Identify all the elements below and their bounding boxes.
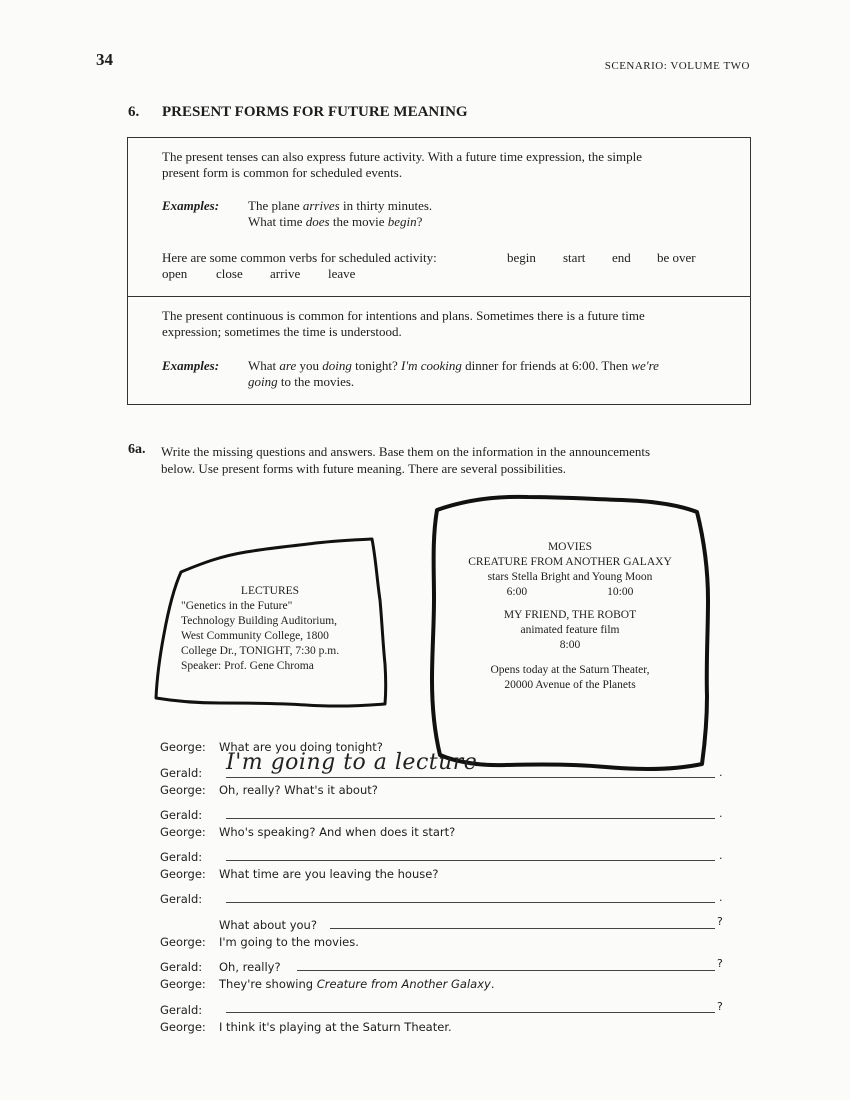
running-head: SCENARIO: VOLUME TWO: [604, 60, 750, 72]
verb-item: begin: [507, 250, 536, 265]
lecture-line: "Genetics in the Future": [181, 600, 293, 612]
showtime: 10:00: [607, 586, 634, 598]
verb-item: end: [612, 250, 631, 265]
line-end-period: .: [719, 807, 723, 820]
example-text: tonight?: [351, 358, 401, 373]
example-text: The plane: [248, 198, 303, 213]
movie-stars: stars Stella Bright and Young Moon: [487, 571, 653, 583]
speaker-george: George:: [160, 977, 206, 991]
question-blank[interactable]: [330, 928, 715, 929]
exercise-number: 6a.: [128, 442, 146, 457]
example-text: What: [248, 358, 280, 373]
showtime: 8:00: [559, 639, 581, 651]
speaker-george: George:: [160, 740, 206, 754]
dialogue-line: Oh, really?: [219, 960, 281, 974]
page-number: 34: [96, 50, 113, 69]
lecture-heading: LECTURES: [240, 585, 300, 597]
dialogue-line: Who's speaking? And when does it start?: [219, 825, 456, 839]
speaker-george: George:: [160, 867, 206, 881]
example-verb: we're: [631, 358, 659, 373]
speaker-gerald: Gerald:: [160, 766, 203, 780]
speaker-gerald: Gerald:: [160, 850, 203, 864]
verb-item: close: [216, 266, 243, 281]
answer-blank[interactable]: [226, 818, 715, 819]
example-verb: doing: [322, 358, 352, 373]
theater-line: 20000 Avenue of the Planets: [504, 679, 636, 691]
speaker-george: George:: [160, 1020, 206, 1034]
intro-line: The present tenses can also express future activity. With a future time expression, the simple: [162, 149, 642, 164]
section-number: 6.: [128, 104, 140, 120]
section-title-text: PRESENT FORMS FOR FUTURE MEANING: [162, 104, 468, 120]
dialogue-line: I'm going to the movies.: [219, 935, 359, 949]
dialogue-line: [219, 977, 494, 991]
speaker-gerald: Gerald:: [160, 960, 203, 974]
dialogue-text: They're showing: [219, 977, 317, 991]
movie-title: MY FRIEND, THE ROBOT: [503, 609, 637, 621]
dialogue-line: What about you?: [219, 918, 317, 932]
instruction-line: Write the missing questions and answers. Base them on the information in the announcements: [161, 444, 651, 459]
intro-line: present form is common for scheduled events.: [162, 165, 403, 180]
example-text: dinner for friends at 6:00. Then: [461, 358, 632, 373]
dialogue-line: Oh, really? What's it about?: [219, 783, 378, 797]
line-end-period: .: [719, 849, 723, 862]
dialogue-line: What time are you leaving the house?: [219, 867, 439, 881]
example-text: you: [296, 358, 323, 373]
question-blank[interactable]: [297, 970, 715, 971]
line-end-period: .: [719, 766, 723, 779]
verbs-intro: Here are some common verbs for scheduled activity:: [162, 250, 437, 265]
verb-item: open: [162, 266, 188, 281]
speaker-george: George:: [160, 783, 206, 797]
movie-announcement: [445, 540, 695, 693]
lecture-line: Speaker: Prof. Gene Chroma: [181, 660, 314, 672]
movie-description: animated feature film: [520, 624, 620, 636]
example-verb: are: [279, 358, 297, 373]
question-blank[interactable]: [226, 1012, 715, 1013]
example-verb: I'm cooking: [401, 358, 462, 373]
theater-line: Opens today at the Saturn Theater,: [490, 664, 650, 676]
lecture-announcement: [175, 584, 365, 674]
example-text: the movie: [329, 214, 388, 229]
example-verb: does: [305, 214, 330, 229]
dialogue-line: What are you doing tonight?: [219, 740, 383, 754]
example-text: in thirty minutes.: [339, 198, 433, 213]
verb-item: arrive: [270, 266, 301, 281]
verb-item: leave: [328, 266, 356, 281]
movie-heading: MOVIES: [547, 541, 593, 553]
verb-item: start: [563, 250, 586, 265]
answer-blank[interactable]: [226, 860, 715, 861]
speaker-gerald: Gerald:: [160, 1003, 203, 1017]
instruction-line: below. Use present forms with future meaning. There are several possibilities.: [161, 461, 567, 476]
movie-title: CREATURE FROM ANOTHER GALAXY: [468, 556, 672, 568]
handwritten-answer: I'm going to a lecture: [226, 750, 478, 775]
speaker-george: George:: [160, 935, 206, 949]
lecture-line: Technology Building Auditorium,: [181, 615, 338, 627]
lecture-line: West Community College, 1800: [181, 630, 329, 642]
speaker-george: George:: [160, 825, 206, 839]
answer-blank[interactable]: [226, 777, 715, 778]
example-verb: begin: [387, 214, 417, 229]
intro-line: expression; sometimes the time is understood.: [162, 324, 402, 339]
example-text: to the movies.: [277, 374, 355, 389]
line-end-period: .: [719, 891, 723, 904]
answer-blank[interactable]: [226, 902, 715, 903]
verb-item: be over: [657, 250, 696, 265]
example-text: What time: [248, 214, 306, 229]
speaker-gerald: Gerald:: [160, 892, 203, 906]
movie-showtimes: [445, 585, 695, 600]
dialogue-text: .: [490, 977, 495, 991]
speaker-gerald: Gerald:: [160, 808, 203, 822]
example-verb: arrives: [302, 198, 340, 213]
dialogue-line: I think it's playing at the Saturn Theater.: [219, 1020, 452, 1034]
showtime: 6:00: [506, 586, 528, 598]
examples-label: Examples:: [162, 198, 220, 213]
question-mark: ?: [717, 1000, 723, 1013]
examples-label: Examples:: [162, 358, 220, 373]
lecture-line: College Dr., TONIGHT, 7:30 p.m.: [181, 645, 340, 657]
example-verb: going: [248, 374, 278, 389]
question-mark: ?: [717, 915, 723, 928]
example-text: ?: [416, 214, 423, 229]
movie-title-italic: Creature from Another Galaxy: [316, 977, 491, 991]
intro-line: The present continuous is common for intentions and plans. Sometimes there is a future time: [162, 308, 645, 323]
question-mark: ?: [717, 957, 723, 970]
